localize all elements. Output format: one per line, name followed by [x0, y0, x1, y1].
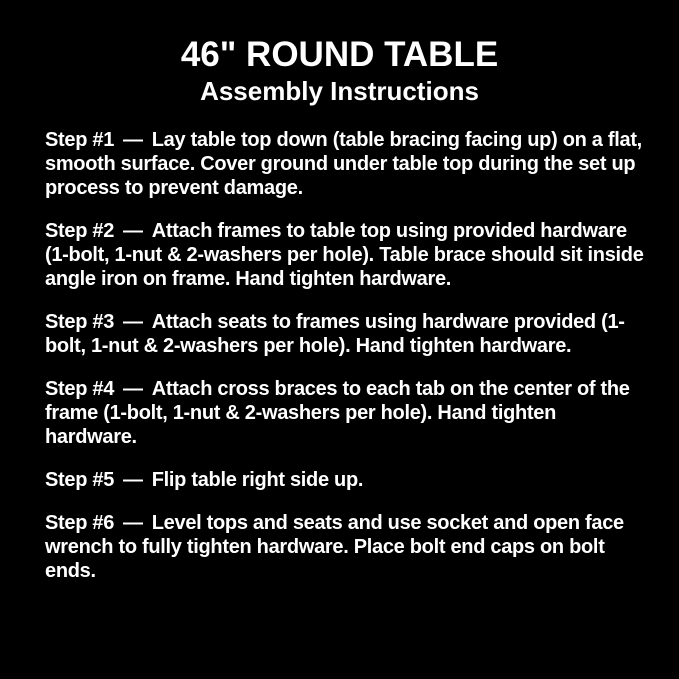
step-1-label: Step #1 — [45, 129, 115, 151]
step-1-text: Lay table top down (table bracing facing up) on a flat, smooth surface. Cover ground under table top during the set up process to prevent damage. — [45, 129, 642, 199]
step-6-label: Step #6 — [45, 512, 115, 534]
step-6-dash: — — [123, 512, 143, 534]
step-4-label: Step #4 — [45, 378, 115, 400]
header — [34, 36, 645, 106]
step-6-text: Level tops and seats and use socket and open face wrench to fully tighten hardware. Place bolt end caps on bolt ends. — [45, 512, 624, 582]
step-3-dash: — — [123, 311, 143, 333]
step-4-text: Attach cross braces to each tab on the center of the frame (1-bolt, 1-nut & 2-washers per hole). Hand tighten hardware. — [45, 378, 630, 448]
step-5-paragraph — [45, 468, 645, 492]
steps-list — [45, 128, 645, 583]
step-5-dash: — — [123, 469, 143, 491]
step-1-paragraph — [45, 128, 645, 200]
step-4-dash: — — [123, 378, 143, 400]
step-3-text: Attach seats to frames using hardware provided (1-bolt, 1-nut & 2-washers per hole). Hand tighten hardware. — [45, 311, 625, 357]
step-2-text: Attach frames to table top using provided hardware (1-bolt, 1-nut & 2-washers per hole). Table brace should sit inside angle iron on frame. Hand tighten hardware. — [45, 220, 644, 290]
step-1-dash: — — [123, 129, 143, 151]
step-4-paragraph — [45, 377, 645, 449]
step-6-paragraph — [45, 511, 645, 583]
step-3-paragraph — [45, 310, 645, 358]
step-2-dash: — — [123, 220, 143, 242]
page-subtitle: Assembly Instructions — [200, 76, 479, 106]
step-5-text: Flip table right side up. — [151, 469, 364, 491]
step-2-label: Step #2 — [45, 220, 115, 242]
step-2-paragraph — [45, 219, 645, 291]
page-title: 46" ROUND TABLE — [180, 35, 499, 74]
step-5-label: Step #5 — [45, 469, 115, 491]
step-3-label: Step #3 — [45, 311, 115, 333]
